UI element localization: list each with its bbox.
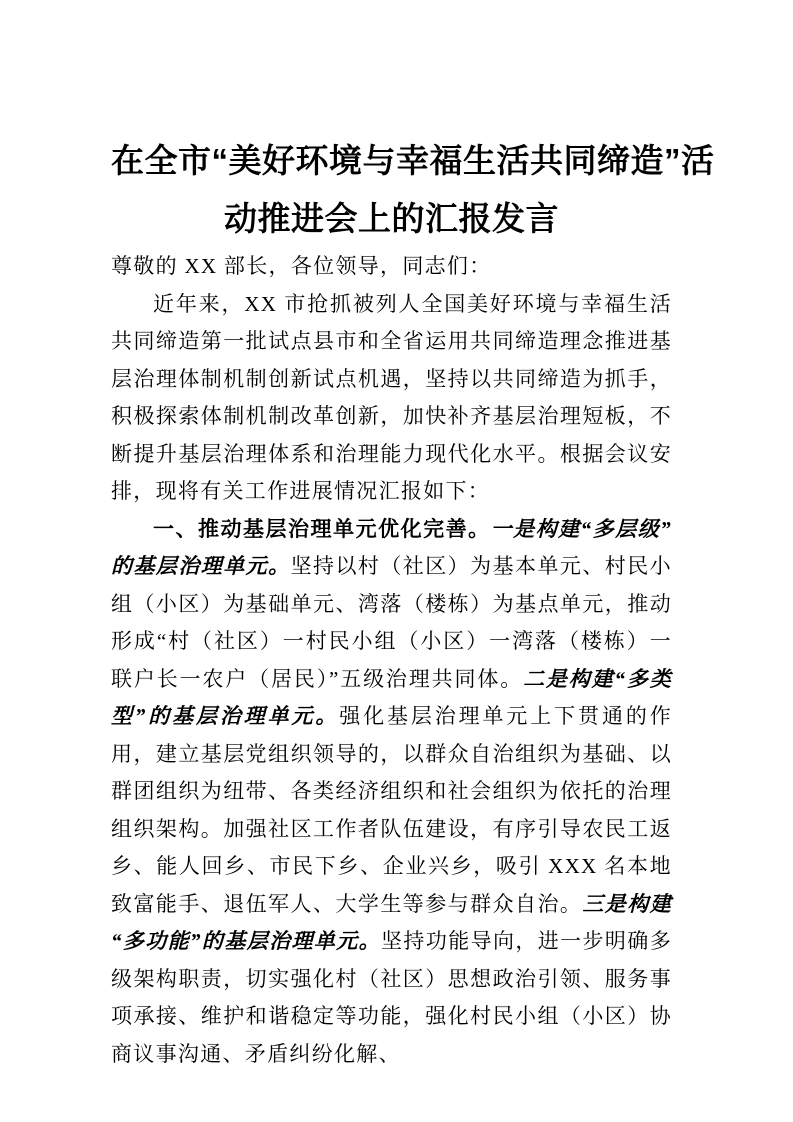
title-line-2: 动推进会上的汇报发言 <box>224 200 559 237</box>
document-content <box>111 132 715 1073</box>
text-run-emphasis: 二是构建“多类型”的基层治理单元。 <box>111 666 672 728</box>
text-run-normal: 坚持功能导向，进一步明确多级架构职责，切实强化村（社区）思想政治引领、服务事项承接、维护和谐稳定等功能，强化村民小组（小区）协商议事沟通、矛盾纠纷化解、 <box>111 929 672 1066</box>
text-run-emphasis: 一是构建“多层级”的基层治理单元。 <box>111 516 673 578</box>
body-paragraphs <box>111 286 672 1074</box>
title-line-1: 在全市“美好环境与幸福生活共同缔造”活 <box>111 142 715 179</box>
text-run-normal: 近年来，XX 市抢抓被列人全国美好环境与幸福生活共同缔造第一批试点县市和全省运用共同缔造理念推进基层治理体制机制创新试点机遇，坚持以共同缔造为抓手，积极探索体制机制改革创新，加快补齐基层治理短板，不断提升基层治理体系和治理能力现代化水平。根据会议安排，现将有关工作进展情况汇报如下： <box>111 291 672 503</box>
text-run-normal: 强化基层治理单元上下贯通的作用，建立基层党组织领导的，以群众自治组织为基础、以群团组织为纽带、各类经济组织和社会组织为依托的治理组织架构。加强社区工作者队伍建设，有序引导农民工返乡、能人回乡、市民下乡、企业兴乡，吸引 XXX 名本地致富能手、退伍军人、大学生等参与群众自治。 <box>111 704 672 916</box>
salutation: 尊敬的 XX 部长，各位领导，同志们： <box>111 254 492 278</box>
document-title <box>111 132 715 248</box>
document-body <box>111 248 672 1073</box>
paragraph <box>111 286 672 511</box>
text-run-heading: 一、推动基层治理单元优化完善。 <box>153 517 491 541</box>
text-run-emphasis: 三是构建“多功能”的基层治理单元。 <box>111 891 672 953</box>
paragraph <box>111 511 672 1074</box>
text-run-normal: 坚持以村（社区）为基本单元、村民小组（小区）为基础单元、湾落（楼栋）为基点单元，推动形成“村（社区）一村民小组（小区）一湾落（楼栋）一联户长一农户（居民）”五级治理共同体。 <box>111 554 672 691</box>
